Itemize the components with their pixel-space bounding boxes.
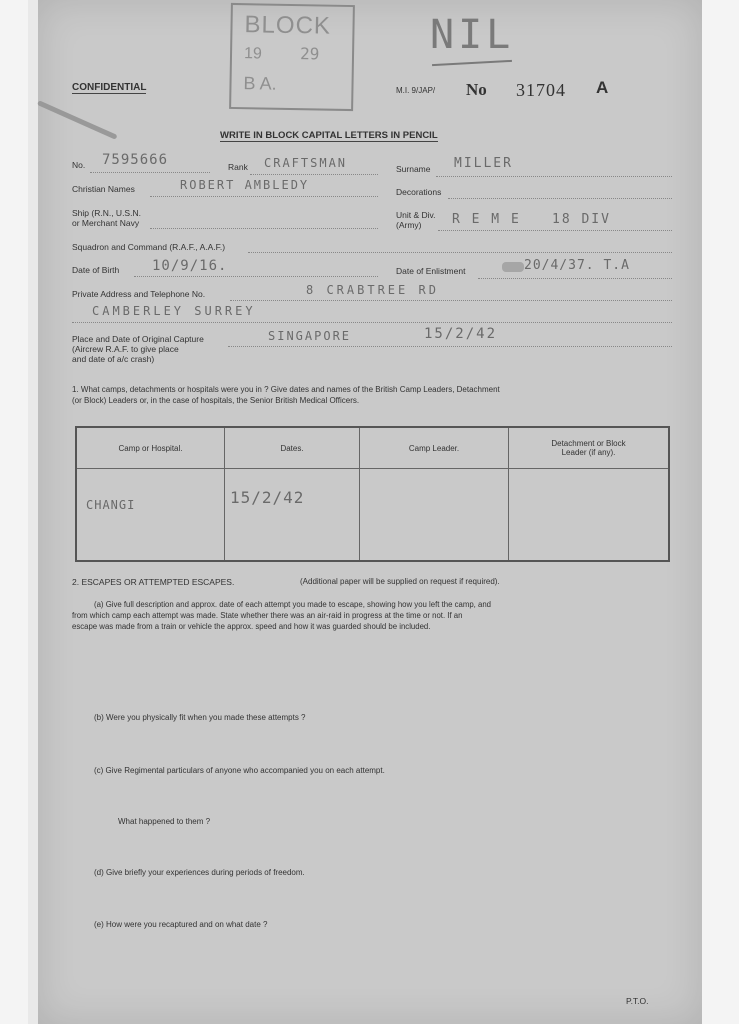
form-sheet [38,0,702,1024]
question-2c-sub: What happened to them ? [118,817,211,826]
enlistment-label: Date of Enlistment [396,266,466,276]
section-2-note: (Additional paper will be supplied on request if required). [300,577,500,586]
dob-value: 10/9/16. [152,258,228,274]
confidential-label: CONFIDENTIAL [72,82,147,93]
service-no-label: No. [72,160,86,170]
enlistment-smudge [502,262,524,272]
capture-place: SINGAPORE [268,329,352,343]
ship-line [150,228,378,229]
column-header-camp: Camp or Hospital. [76,427,225,469]
christian-names-line [150,196,378,197]
column-header-detachment-leader: Detachment or Block Leader (if any). [509,427,670,469]
serial-number: 31704 [516,80,566,100]
address-line-1-rule [230,300,672,301]
address-line-2-rule [72,322,672,323]
surname-label: Surname [396,164,431,174]
address-label: Private Address and Telephone No. [72,289,206,299]
table-cell-camp-leader [360,469,509,562]
question-1-line-2: (or Block) Leaders or, in the case of hospitals, the Senior British Medical Officers. [72,396,360,405]
instruction-heading: WRITE IN BLOCK CAPITAL LETTERS IN PENCIL [220,130,438,141]
squadron-label: Squadron and Command (R.A.F., A.A.F.) [72,242,226,252]
unit-value-1: R E M E [452,212,521,227]
capture-date: 15/2/42 [424,326,498,342]
address-line-2: CAMBERLEY SURREY [92,304,256,318]
rank-value: CRAFTSMAN [264,156,348,170]
question-2d: (d) Give briefly your experiences during periods of freedom. [94,868,305,877]
ship-label-2: or Merchant Navy [72,218,140,228]
table-cell-detachment-leader [509,469,670,562]
unit-value-2: 18 DIV [552,212,611,227]
question-2c: (c) Give Regimental particulars of anyone who accompanied you on each attempt. [94,766,385,775]
capture-line [228,346,672,347]
question-2a-line-2: from which camp each attempt was made. State whether there was an air-raid in progress at the time or not. If an [72,611,463,620]
question-2b: (b) Were you physically fit when you made these attempts ? [94,713,306,722]
stamp-line-1: 19 [243,45,262,63]
stamp-block-label: BLOCK [244,11,332,40]
form-code: M.I. 9/JAP/ [396,86,436,95]
camp-value: CHANGI [86,498,136,512]
christian-names-value: ROBERT AMBLEDY [180,178,310,192]
unit-line [438,230,672,231]
nil-underline [432,60,512,66]
dates-value: 15/2/42 [230,488,305,507]
table-row [76,469,669,562]
stamp-line-2: B A. [243,73,277,94]
table-cell-camp [76,469,225,562]
capture-label-3: and date of a/c crash) [72,354,155,364]
surname-value: MILLER [454,156,513,171]
decorations-label: Decorations [396,187,442,197]
rank-line [250,174,378,175]
unit-label-2: (Army) [396,220,422,230]
christian-names-label: Christian Names [72,184,135,194]
question-2e: (e) How were you recaptured and on what date ? [94,920,268,929]
unit-label-1: Unit & Div. [396,210,436,220]
capture-label-2: (Aircrew R.A.F. to give place [72,344,179,354]
service-no-value: 7595666 [102,152,169,168]
squadron-line [248,252,672,253]
camp-table [75,426,670,562]
question-1-line-1: 1. What camps, detachments or hospitals were you in ? Give dates and names of the British Camp Leaders, Detachment [72,385,500,394]
decorations-line [448,198,672,199]
ship-label-1: Ship (R.N., U.S.N. [72,208,141,218]
column-header-dates: Dates. [225,427,360,469]
block-stamp [229,3,355,111]
capture-label-1: Place and Date of Original Capture [72,334,204,344]
surname-line [436,176,672,177]
table-cell-dates [225,469,360,562]
address-line-1: 8 CRABTREE RD [306,283,439,297]
enlistment-line [478,278,672,279]
paper-clip-icon [37,100,118,140]
serial-suffix: A [596,78,609,97]
nil-mark: NIL [430,12,515,58]
enlistment-value: 20/4/37. T.A [524,258,630,273]
rank-label: Rank [228,162,248,172]
pto-label: P.T.O. [626,996,649,1006]
stamp-line-1b: 29 [299,44,320,64]
question-2a-line-3: escape was made from a train or vehicle the approx. speed and how it was guarded should be included. [72,622,431,631]
question-2a-line-1: (a) Give full description and approx. date of each attempt you made to escape, showing how you left the camp, and [94,600,492,609]
dob-line [134,276,378,277]
service-no-line [90,172,210,173]
camp-table-header-row [76,427,669,469]
column-header-camp-leader: Camp Leader. [360,427,509,469]
dob-label: Date of Birth [72,265,120,275]
number-label: No [466,80,487,99]
section-2-title: 2. ESCAPES OR ATTEMPTED ESCAPES. [72,577,235,587]
